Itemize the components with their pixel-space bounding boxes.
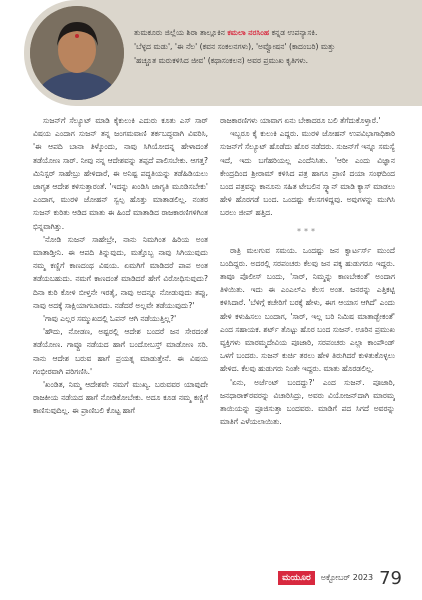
paragraph: ಸುಜನ್‌ಗೆ ಸೆಲ್ಯೂಟ್ ಮಾಡಿ ಕೈಕುಲುಕಿ ಎದುರು ಕೂತು ಎಸ್ ಸಾರ್ ವಿಷಯ ಎಂದಾಗ ಸುಜನ್ ತನ್ನ ಜಂಗಮವಾಣಿ ತರ್ಕಬದ್ಧವಾಗಿ ವಿವರಿಸಿ, 'ಈ ಆಪದಿ ಬಾನಾ ತಿಳ್ಕೊಂದು, ನಾವು ಸಿಗಿಯೋದನ್ನ ಹೇಳಾದಂತೆ ತಡೆಯೋಣ ಸಾರ್. ನೀವು ನನ್ನ ಆದೇಶವನ್ನು ತಪ್ಪದೆ ಪಾಲಿಸಬೇಕು. ಆಗತ್ತ? ಮಿನಿಸ್ಟರ್ ಸಾಹೇಬ್ರು ಹೇಳಿದಾರೆ, ಈ ಅನಿಷ್ಟ ಪದ್ಧತಿಯನ್ನು ತಡೆಹಿಡಿಯಲು ಜಾಗೃತ ಆದೇಶ ಕಳಿಸುತ್ತಾರಂತೆ. 'ಇದನ್ನು ಖಂಡಿಸಿ ಜಾಗೃತಿ ಮೂಡಿಸಬೇಕು' ಎಂದಾಗ, ಮುರಳಿ ಜೋಹನ್ ಸ್ವಲ್ಪ ಹೊತ್ತು ಮಾತಾಡಲಿಲ್ಲ. ನಂತರ ಸುಜನ್ ಕುರಿತು ಆಡಿದ ಮಾತು ಈ ಹಿಂದೆ ಮಾತಾಡಿದ ರಾಜಕಾರಣಿಗಳಿಗಿಂತ ಭಿನ್ನವಾಗಿತ್ತು. [33,116,208,231]
magazine-name: ಮಯೂರ [278,571,315,585]
author-bio-text [134,26,422,68]
bio-line: ತುಮಕೂರು ಜಿಲ್ಲೆಯ ಶಿರಾ ತಾಲ್ಲೂಕಿನ ಕಮಲಾ ನರಸಿಂಹ ಕನ್ನಡ ಉಪನ್ಯಾಸಕಿ. [134,28,318,37]
bio-line: 'ಬೆಳ್ಳದ ಮಡು', 'ಈ ನೆಲ' (ಕವನ ಸಂಕಲನಗಳು), 'ಅವ್ವೋಷನ' (ಕಾದಂಬರಿ) ಮತ್ತು [134,42,336,51]
paragraph: ರಾಜಕಾರಣಿಗಳು ಯಾವಾಗ ಏನು ಬೇಕಾದರೂ ಬಲಿ ತೆಗೆದುಕೊಳ್ತಾರೆ.' [220,116,381,125]
issue-date: ಅಕ್ಟೋಬರ್ 2023 [320,573,374,582]
paragraph: 'ಗಾವು ಎಲ್ಲರ ಸಮ್ಮುಖದಲ್ಲಿ ಓಪನ್ ಆಗಿ ನಡೆಯುತ್ತಿಲ್ಲ?' [43,314,177,324]
paragraph: 'ಹೌದು, ನೋಡಣ, ಅಷ್ಟರಲ್ಲಿ ಆದೇಶ ಬಂದರೆ ಜನ ಸೇರದಂತೆ ತಡೆಯೋಣ. ಗಾವ್ದೂ ನಡೆಯದ ಹಾಗೆ ಬಂದೋಬಸ್ತ್ ಮಾಡೋಣ ಸರಿ. ನಾನು ಆದೇಶ ಬರುವ ಹಾಗೆ ಪ್ರಯತ್ನ ಮಾಡುತ್ತೇನೆ. ಈ ವಿಷಯ ಗಂಭೀರವಾಗಿ ಪರಿಗಣಿಸಿ.' [33,327,208,376]
author-photo [30,6,124,100]
paragraph: 'ನೋಡಿ ಸುಜನ್ ಸಾಹೇಬ್ರೇ, ನಾನು ನಿಮಗಿಂತ ಹಿರಿಯ ಅಂತ ಮಾತಾಡ್ತೀನಿ. ಈ ಆಪದಿ ತಿನ್ನುವುದು, ಮತ್ತೊಬ್ಬ ನಾವು ಸಿಗಿಯುವುದು ನಮ್ಮ ಕಣ್ಣಿಗೆ ಕಾಣದಂಥ ವಿಷಯ. ಏಮಗಿಗೆ ಮಾಡಿದರೆ ಪಾಪ ಅಂತ ತಡೆಯಬಹುದು. ನಮಗೆ ಕಾಣದಂತೆ ಮಾಡಿದರೆ ಹೇಗೆ ವಿರೋಧಿಸುವುದು? ದಿನಾ ಕುರಿ ಕೋಳಿ ಬೀಳ್ತನೇ ಇರತೈ, ನಾವು ಅದನ್ನೂ ನೋಡುವುದು ತಪ್ಪು, ನಾವು ಅದಕ್ಕೆ ಸಾಕ್ಷಿಯಾಗಬಾರದು. ನಡೆದರೆ ಅಲ್ಲವೇ ತಡೆಯುವುದು?' [33,234,208,310]
paragraph: 'ಖಂಡಿತ, ನಿಮ್ಮ ಆದೇಶವೇ ನಮಗೆ ಮುಖ್ಯ. ಬರುವವರ ಯಾವುದೇ ರಾಜಕೀಯ ನಡೆಯದ ಹಾಗೆ ನೋಡಿಕೋಬೇಕು. ಅದೂ ಕೂಡ ನಮ್ಮ ಕಣ್ಣಿಗೆ ಕಾಣಿಸುವುದಿಲ್ಲ. ಈ ಪ್ರಾಣಿಬಲಿ ಕೊಟ್ಟ ಹಾಗೆ [33,380,208,416]
page-number: 79 [379,567,402,589]
section-separator: *** [297,226,318,236]
paragraph: 'ಏನು, ಅರ್ಜೆಂಟ್ ಬಂದದ್ದು?' ಎಂದ ಸುಜನ್. ಪೂಜಾರಿ, ಜನಧಾರಾಕ್‌ರವರನ್ನು ವಿಚಾರಿಸಿದ್ರು, ಅವರು ವಿಯೋಜನ್‌ದಾಗಿ ಮಾರಮ್ಮ ತಾಯಿಯನ್ನು ಪ್ರೂಜಿಸುತ್ತಾ ಬಂದವರು. ಮಾಡಿಗೆ ಪದ ಸಿಗದೆ ಅವರನ್ನು ಮಾತಿಗೆ ಎಳೆಯಲಾಯಿತು. [220,377,395,427]
bio-line: 'ಹಚ್ಚೂತ ಮರುಕಳಿಸಿದ ಜೀವ' (ಕಥಾಸಂಕಲನ) ಅವರ ಪ್ರಮುಖ ಕೃತಿಗಳು. [134,56,309,65]
author-name: ಕಮಲಾ ನರಸಿಂಹ [227,28,270,37]
author-bio-banner [24,0,422,106]
article-body [0,114,422,560]
left-column [33,114,208,560]
paragraph: ರಾತ್ರಿ ಮಲಗುವ ಸಮಯ. ಒಂದಷ್ಟು ಜನ ಕ್ವಾರ್ಟರ್ಸ್ ಮುಂದೆ ಬಂದಿದ್ದರು. ಅದರಲ್ಲಿ ಸರಪಂಚರು ಕೆಲವು ಜನ ಪಕ್ಕ ಹುಡುಗರೂ ಇದ್ದರು. ತಾವೂ ಪೊಲೀಸ್ ಬಂದು, 'ಸಾರ್, ನಿಮ್ಮನ್ನು ಕಾಣಬೇಕಂತೆ' ಅಂದಾಗ ತಿಳಿಯಿತು. ಇದು ಈ ಎಂಎಲ್‌ಎ ಕೆಲಸ ಅಂತ. ಜನರನ್ನು ಎತ್ತಿಕಟ್ಟಿ ಕಳಿಸಿದಾರೆ. 'ಬೆಳಿಗ್ಗೆ ಕಚೇರಿಗೆ ಬರಕ್ಕೆ ಹೇಳು, ಈಗ ಆಯಾಸ ಆಗಿದೆ' ಎಂದು ಹೇಳಿ ಕಳುಹಿಸಲು ಬಂದಾಗ, 'ಸಾರ್, ಇಲ್ಲ ಬರಿ ನಿಮಿಷ ಮಾತಾಡ್ಬೇಕಂತೆ' ಎಂದ ಸಹಾಯಕ. ಶರ್ಟ್ ತೊಟ್ಟು ಹೊರ ಬಂದ ಸುಜನ್. ಊರಿನ ಪ್ರಮುಖ ವ್ಯಕ್ತಿಗಳು ಮಾರಮ್ಮದೇವಿಯ ಪೂಜಾರಿ, ಸರಪಂಚರು ಎಲ್ಲಾ ಕಾಂಪೌಂಡ್ ಒಳಗೆ ಬಂದರು. ಸುಜನ್ ಕುರ್ಚಿ ತರಲು ಹೇಳಿ ತಿರುಗಿದರೆ ಕುಳಿತುಕೊಳ್ಳಲು ಹೇಳಿದ. ಕೆಲವು ಹುಡುಗರು ನಿಂತೇ ಇದ್ದರು. ಮಾತು ಹೊರಡಲಿಲ್ಲ. [220,245,395,374]
paragraph: ಇಬ್ಬರೂ ಕೈ ಕುಲುಕಿ ಎದ್ದರು. ಮುರಳಿ ಜೋಹನ್ ಉಪವಿಭಾಗಾಧಿಕಾರಿ ಸುಜನ್‌ಗೆ ಸೆಲ್ಯೂಟ್ ಹೊಡೆದು ಹೊರ ನಡೆದರು. ಸುಜನ್‌ಗೆ ಇನ್ನೂ ಸಮಸ್ಯೆ ಇದೆ, ಇದು ಬಗೆಹರಿಯಲ್ಲ ಎಂದೆನಿಸಿತು. 'ಆರೀ ಎಂದು ವಿಜ್ಞಾನ ಕೇಂದ್ರದಿಂದ ಶ್ರೀರಾಮ್ ಕಳಿಸಿದ ಪತ್ರ ಹಾಗೂ ಪ್ರಾಣಿ ದಯಾ ಸಂಘದಿಂದ ಬಂದ ಪತ್ರವನ್ನು ಕಾನೂನು ಸಹಿತ ಟೇಬಲಿನ ಸ್ಕ್ಯಾನ್ ಮಾಡಿ ಕ್ಯಾಸ್ ಮಾಡಲು ಹೇಳಿ ಹೊರಗಡೆ ಬಂದ. ಒಂದಷ್ಟು ಕೆಲಸಗಳಿದ್ದವು. ಅವುಗಳನ್ನು ಮುಗಿಸಿ ಬರಲು ಜೀಪ್ ಹತ್ತಿದ. [220,129,395,218]
page-footer [278,566,402,590]
right-column [220,114,395,560]
